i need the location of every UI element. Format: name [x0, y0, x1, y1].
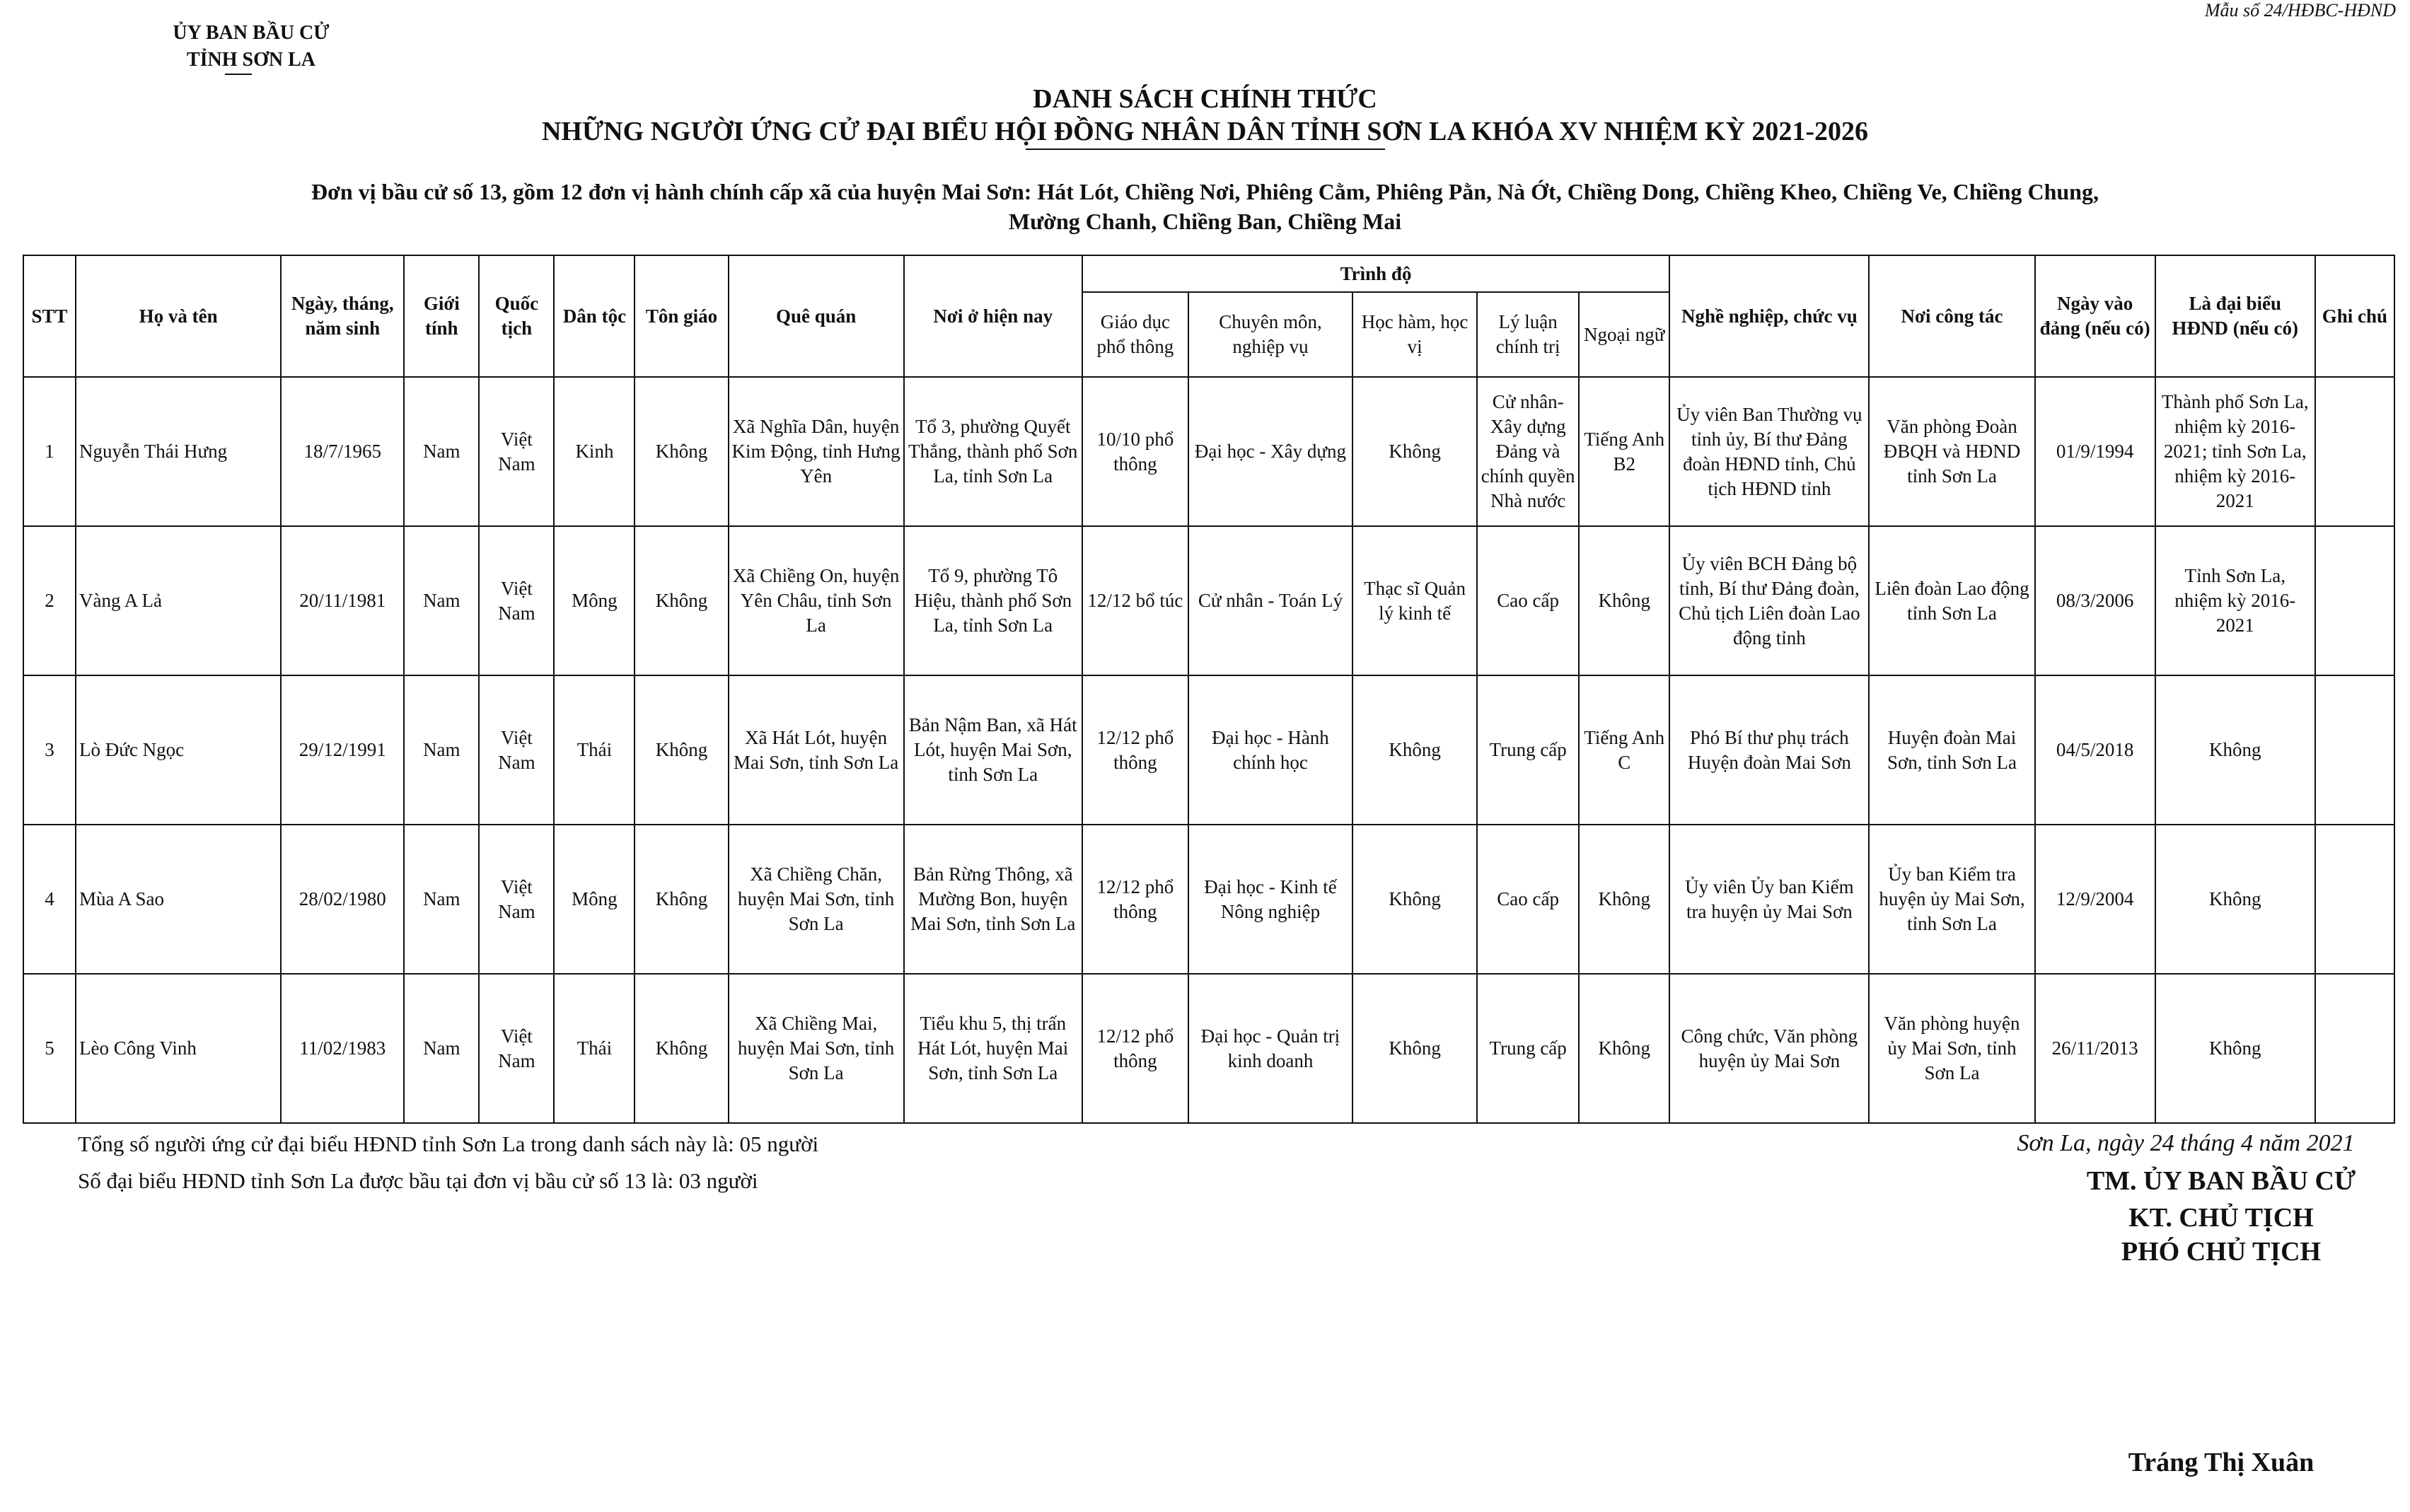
- header-general-edu: Giáo dục phổ thông: [1082, 292, 1188, 377]
- cell-workplace: Liên đoàn Lao động tỉnh Sơn La: [1869, 526, 2034, 675]
- cell-name: Lò Đức Ngọc: [76, 675, 281, 825]
- table-row: [23, 377, 2394, 526]
- cell-general-edu: 10/10 phổ thông: [1082, 377, 1188, 526]
- candidate-table: [23, 255, 2395, 1124]
- header-religion: Tôn giáo: [635, 255, 728, 377]
- cell-name: Vàng A Lả: [76, 526, 281, 675]
- issuing-organization: [138, 20, 364, 74]
- total-candidates-note: Tổng số người ứng cử đại biểu HĐND tỉnh Sơn La trong danh sách này là: 05 người: [78, 1132, 819, 1156]
- cell-language: Tiếng Anh C: [1579, 675, 1669, 825]
- cell-general-edu: 12/12 phổ thông: [1082, 825, 1188, 974]
- title-underline: [1026, 149, 1385, 150]
- cell-residence: Bản Nậm Ban, xã Hát Lót, huyện Mai Sơn, tỉnh Sơn La: [904, 675, 1082, 825]
- cell-residence: Tiểu khu 5, thị trấn Hát Lót, huyện Mai Sơn, tỉnh Sơn La: [904, 974, 1082, 1123]
- cell-religion: Không: [635, 974, 728, 1123]
- cell-gender: Nam: [404, 526, 479, 675]
- header-level-group: Trình độ: [1082, 255, 1669, 292]
- form-number: Mẫu số 24/HĐBC-HĐND: [2204, 0, 2396, 21]
- cell-gender: Nam: [404, 675, 479, 825]
- header-hometown: Quê quán: [729, 255, 904, 377]
- cell-occupation: Ủy viên Ủy ban Kiểm tra huyện ủy Mai Sơn: [1669, 825, 1869, 974]
- header-residence: Nơi ở hiện nay: [904, 255, 1082, 377]
- header-academic: Học hàm, học vị: [1352, 292, 1477, 377]
- cell-political: Trung cấp: [1477, 675, 1579, 825]
- cell-language: Tiếng Anh B2: [1579, 377, 1669, 526]
- cell-hometown: Xã Chiềng Chăn, huyện Mai Sơn, tỉnh Sơn La: [729, 825, 904, 974]
- cell-stt: 1: [23, 377, 76, 526]
- cell-academic: Thạc sĩ Quản lý kinh tế: [1352, 526, 1477, 675]
- header-political: Lý luận chính trị: [1477, 292, 1579, 377]
- cell-language: Không: [1579, 825, 1669, 974]
- signature-title-1: TM. ỦY BAN BẦU CỬ: [2086, 1166, 2356, 1196]
- cell-religion: Không: [635, 377, 728, 526]
- cell-dob: 29/12/1991: [281, 675, 404, 825]
- cell-note: [2315, 974, 2394, 1123]
- cell-party-date: 01/9/1994: [2035, 377, 2155, 526]
- cell-workplace: Văn phòng huyện ủy Mai Sơn, tỉnh Sơn La: [1869, 974, 2034, 1123]
- signature-title-2: KT. CHỦ TỊCH: [2128, 1203, 2314, 1233]
- cell-name: Nguyễn Thái Hưng: [76, 377, 281, 526]
- cell-workplace: Huyện đoàn Mai Sơn, tỉnh Sơn La: [1869, 675, 2034, 825]
- electoral-unit-line-1: Đơn vị bầu cử số 13, gồm 12 đơn vị hành chính cấp xã của huyện Mai Sơn: Hát Lót, Chiềng Nơi, Phiêng Cằm, Phiêng Pằn, Nà Ớt, Chiềng Dong, Chiềng Kheo, Chiềng Ve, Chiềng Chung,: [311, 179, 2099, 204]
- cell-ethnicity: Mông: [554, 825, 635, 974]
- cell-gender: Nam: [404, 825, 479, 974]
- cell-nationality: Việt Nam: [479, 974, 554, 1123]
- cell-ethnicity: Mông: [554, 526, 635, 675]
- header-gender: Giới tính: [404, 255, 479, 377]
- org-underline: [225, 74, 252, 75]
- cell-party-date: 12/9/2004: [2035, 825, 2155, 974]
- cell-stt: 5: [23, 974, 76, 1123]
- cell-occupation: Phó Bí thư phụ trách Huyện đoàn Mai Sơn: [1669, 675, 1869, 825]
- header-ethnicity: Dân tộc: [554, 255, 635, 377]
- cell-political: Cử nhân-Xây dựng Đảng và chính quyền Nhà nước: [1477, 377, 1579, 526]
- cell-dob: 18/7/1965: [281, 377, 404, 526]
- cell-ethnicity: Thái: [554, 675, 635, 825]
- cell-residence: Tổ 9, phường Tô Hiệu, thành phố Sơn La, tỉnh Sơn La: [904, 526, 1082, 675]
- cell-stt: 3: [23, 675, 76, 825]
- cell-delegate: Không: [2155, 675, 2315, 825]
- cell-language: Không: [1579, 974, 1669, 1123]
- header-stt: STT: [23, 255, 76, 377]
- cell-delegate: Không: [2155, 974, 2315, 1123]
- cell-religion: Không: [635, 675, 728, 825]
- org-line-1: ỦY BAN BẦU CỬ: [173, 22, 330, 44]
- cell-gender: Nam: [404, 974, 479, 1123]
- cell-hometown: Xã Chiềng On, huyện Yên Châu, tỉnh Sơn La: [729, 526, 904, 675]
- cell-dob: 20/11/1981: [281, 526, 404, 675]
- header-delegate: Là đại biểu HĐND (nếu có): [2155, 255, 2315, 377]
- cell-political: Cao cấp: [1477, 825, 1579, 974]
- signature-title-3: PHÓ CHỦ TỊCH: [2121, 1237, 2322, 1267]
- table-row: [23, 825, 2394, 974]
- cell-note: [2315, 377, 2394, 526]
- cell-workplace: Ủy ban Kiểm tra huyện ủy Mai Sơn, tỉnh Sơn La: [1869, 825, 2034, 974]
- header-name: Họ và tên: [76, 255, 281, 377]
- document-subtitle: NHỮNG NGƯỜI ỨNG CỬ ĐẠI BIỂU HỘI ĐỒNG NHÂN DÂN TỈNH SƠN LA KHÓA XV NHIỆM KỲ 2021-2026: [541, 117, 1869, 146]
- org-line-2: TỈNH SƠN LA: [186, 49, 316, 71]
- cell-nationality: Việt Nam: [479, 377, 554, 526]
- cell-residence: Tổ 3, phường Quyết Thắng, thành phố Sơn La, tỉnh Sơn La: [904, 377, 1082, 526]
- cell-residence: Bản Rừng Thông, xã Mường Bon, huyện Mai Sơn, tỉnh Sơn La: [904, 825, 1082, 974]
- cell-professional: Đại học - Kinh tế Nông nghiệp: [1188, 825, 1352, 974]
- cell-occupation: Công chức, Văn phòng huyện ủy Mai Sơn: [1669, 974, 1869, 1123]
- cell-name: Lèo Công Vinh: [76, 974, 281, 1123]
- cell-language: Không: [1579, 526, 1669, 675]
- cell-gender: Nam: [404, 377, 479, 526]
- header-dob: Ngày, tháng, năm sinh: [281, 255, 404, 377]
- cell-dob: 11/02/1983: [281, 974, 404, 1123]
- cell-workplace: Văn phòng Đoàn ĐBQH và HĐND tỉnh Sơn La: [1869, 377, 2034, 526]
- cell-delegate: Thành phố Sơn La, nhiệm kỳ 2016-2021; tỉnh Sơn La, nhiệm kỳ 2016-2021: [2155, 377, 2315, 526]
- electoral-unit-line-2: Mường Chanh, Chiềng Ban, Chiềng Mai: [1008, 209, 1402, 234]
- header-party-date: Ngày vào đảng (nếu có): [2035, 255, 2155, 377]
- cell-hometown: Xã Hát Lót, huyện Mai Sơn, tỉnh Sơn La: [729, 675, 904, 825]
- cell-note: [2315, 526, 2394, 675]
- cell-general-edu: 12/12 phổ thông: [1082, 675, 1188, 825]
- cell-occupation: Ủy viên BCH Đảng bộ tỉnh, Bí thư Đảng đoàn, Chủ tịch Liên đoàn Lao động tỉnh: [1669, 526, 1869, 675]
- cell-stt: 4: [23, 825, 76, 974]
- cell-name: Mùa A Sao: [76, 825, 281, 974]
- cell-party-date: 26/11/2013: [2035, 974, 2155, 1123]
- cell-note: [2315, 675, 2394, 825]
- cell-academic: Không: [1352, 675, 1477, 825]
- cell-note: [2315, 825, 2394, 974]
- cell-stt: 2: [23, 526, 76, 675]
- header-note: Ghi chú: [2315, 255, 2394, 377]
- cell-nationality: Việt Nam: [479, 675, 554, 825]
- cell-professional: Đại học - Xây dựng: [1188, 377, 1352, 526]
- table-header-row-1: [23, 255, 2394, 292]
- place-date: Sơn La, ngày 24 tháng 4 năm 2021: [2017, 1130, 2355, 1156]
- cell-general-edu: 12/12 phổ thông: [1082, 974, 1188, 1123]
- document-title: DANH SÁCH CHÍNH THỨC: [1033, 84, 1377, 114]
- signer-name: Tráng Thị Xuân: [2128, 1448, 2315, 1477]
- cell-delegate: Không: [2155, 825, 2315, 974]
- table-row: [23, 675, 2394, 825]
- cell-hometown: Xã Nghĩa Dân, huyện Kim Động, tỉnh Hưng Yên: [729, 377, 904, 526]
- cell-dob: 28/02/1980: [281, 825, 404, 974]
- cell-religion: Không: [635, 526, 728, 675]
- cell-professional: Cử nhân - Toán Lý: [1188, 526, 1352, 675]
- cell-professional: Đại học - Quản trị kinh doanh: [1188, 974, 1352, 1123]
- table-row: [23, 974, 2394, 1123]
- header-nationality: Quốc tịch: [479, 255, 554, 377]
- cell-religion: Không: [635, 825, 728, 974]
- header-occupation: Nghề nghiệp, chức vụ: [1669, 255, 1869, 377]
- cell-academic: Không: [1352, 825, 1477, 974]
- cell-academic: Không: [1352, 974, 1477, 1123]
- cell-academic: Không: [1352, 377, 1477, 526]
- header-professional: Chuyên môn, nghiệp vụ: [1188, 292, 1352, 377]
- cell-ethnicity: Thái: [554, 974, 635, 1123]
- cell-party-date: 08/3/2006: [2035, 526, 2155, 675]
- cell-nationality: Việt Nam: [479, 526, 554, 675]
- cell-general-edu: 12/12 bổ túc: [1082, 526, 1188, 675]
- cell-political: Cao cấp: [1477, 526, 1579, 675]
- cell-occupation: Ủy viên Ban Thường vụ tỉnh ủy, Bí thư Đảng đoàn HĐND tỉnh, Chủ tịch HĐND tỉnh: [1669, 377, 1869, 526]
- cell-delegate: Tỉnh Sơn La, nhiệm kỳ 2016-2021: [2155, 526, 2315, 675]
- electoral-unit-description: [269, 177, 2141, 236]
- cell-hometown: Xã Chiềng Mai, huyện Mai Sơn, tỉnh Sơn La: [729, 974, 904, 1123]
- cell-nationality: Việt Nam: [479, 825, 554, 974]
- cell-political: Trung cấp: [1477, 974, 1579, 1123]
- cell-ethnicity: Kinh: [554, 377, 635, 526]
- cell-professional: Đại học - Hành chính học: [1188, 675, 1352, 825]
- header-workplace: Nơi công tác: [1869, 255, 2034, 377]
- cell-party-date: 04/5/2018: [2035, 675, 2155, 825]
- table-row: [23, 526, 2394, 675]
- header-language: Ngoại ngữ: [1579, 292, 1669, 377]
- elected-count-note: Số đại biểu HĐND tỉnh Sơn La được bầu tại đơn vị bầu cử số 13 là: 03 người: [78, 1168, 758, 1193]
